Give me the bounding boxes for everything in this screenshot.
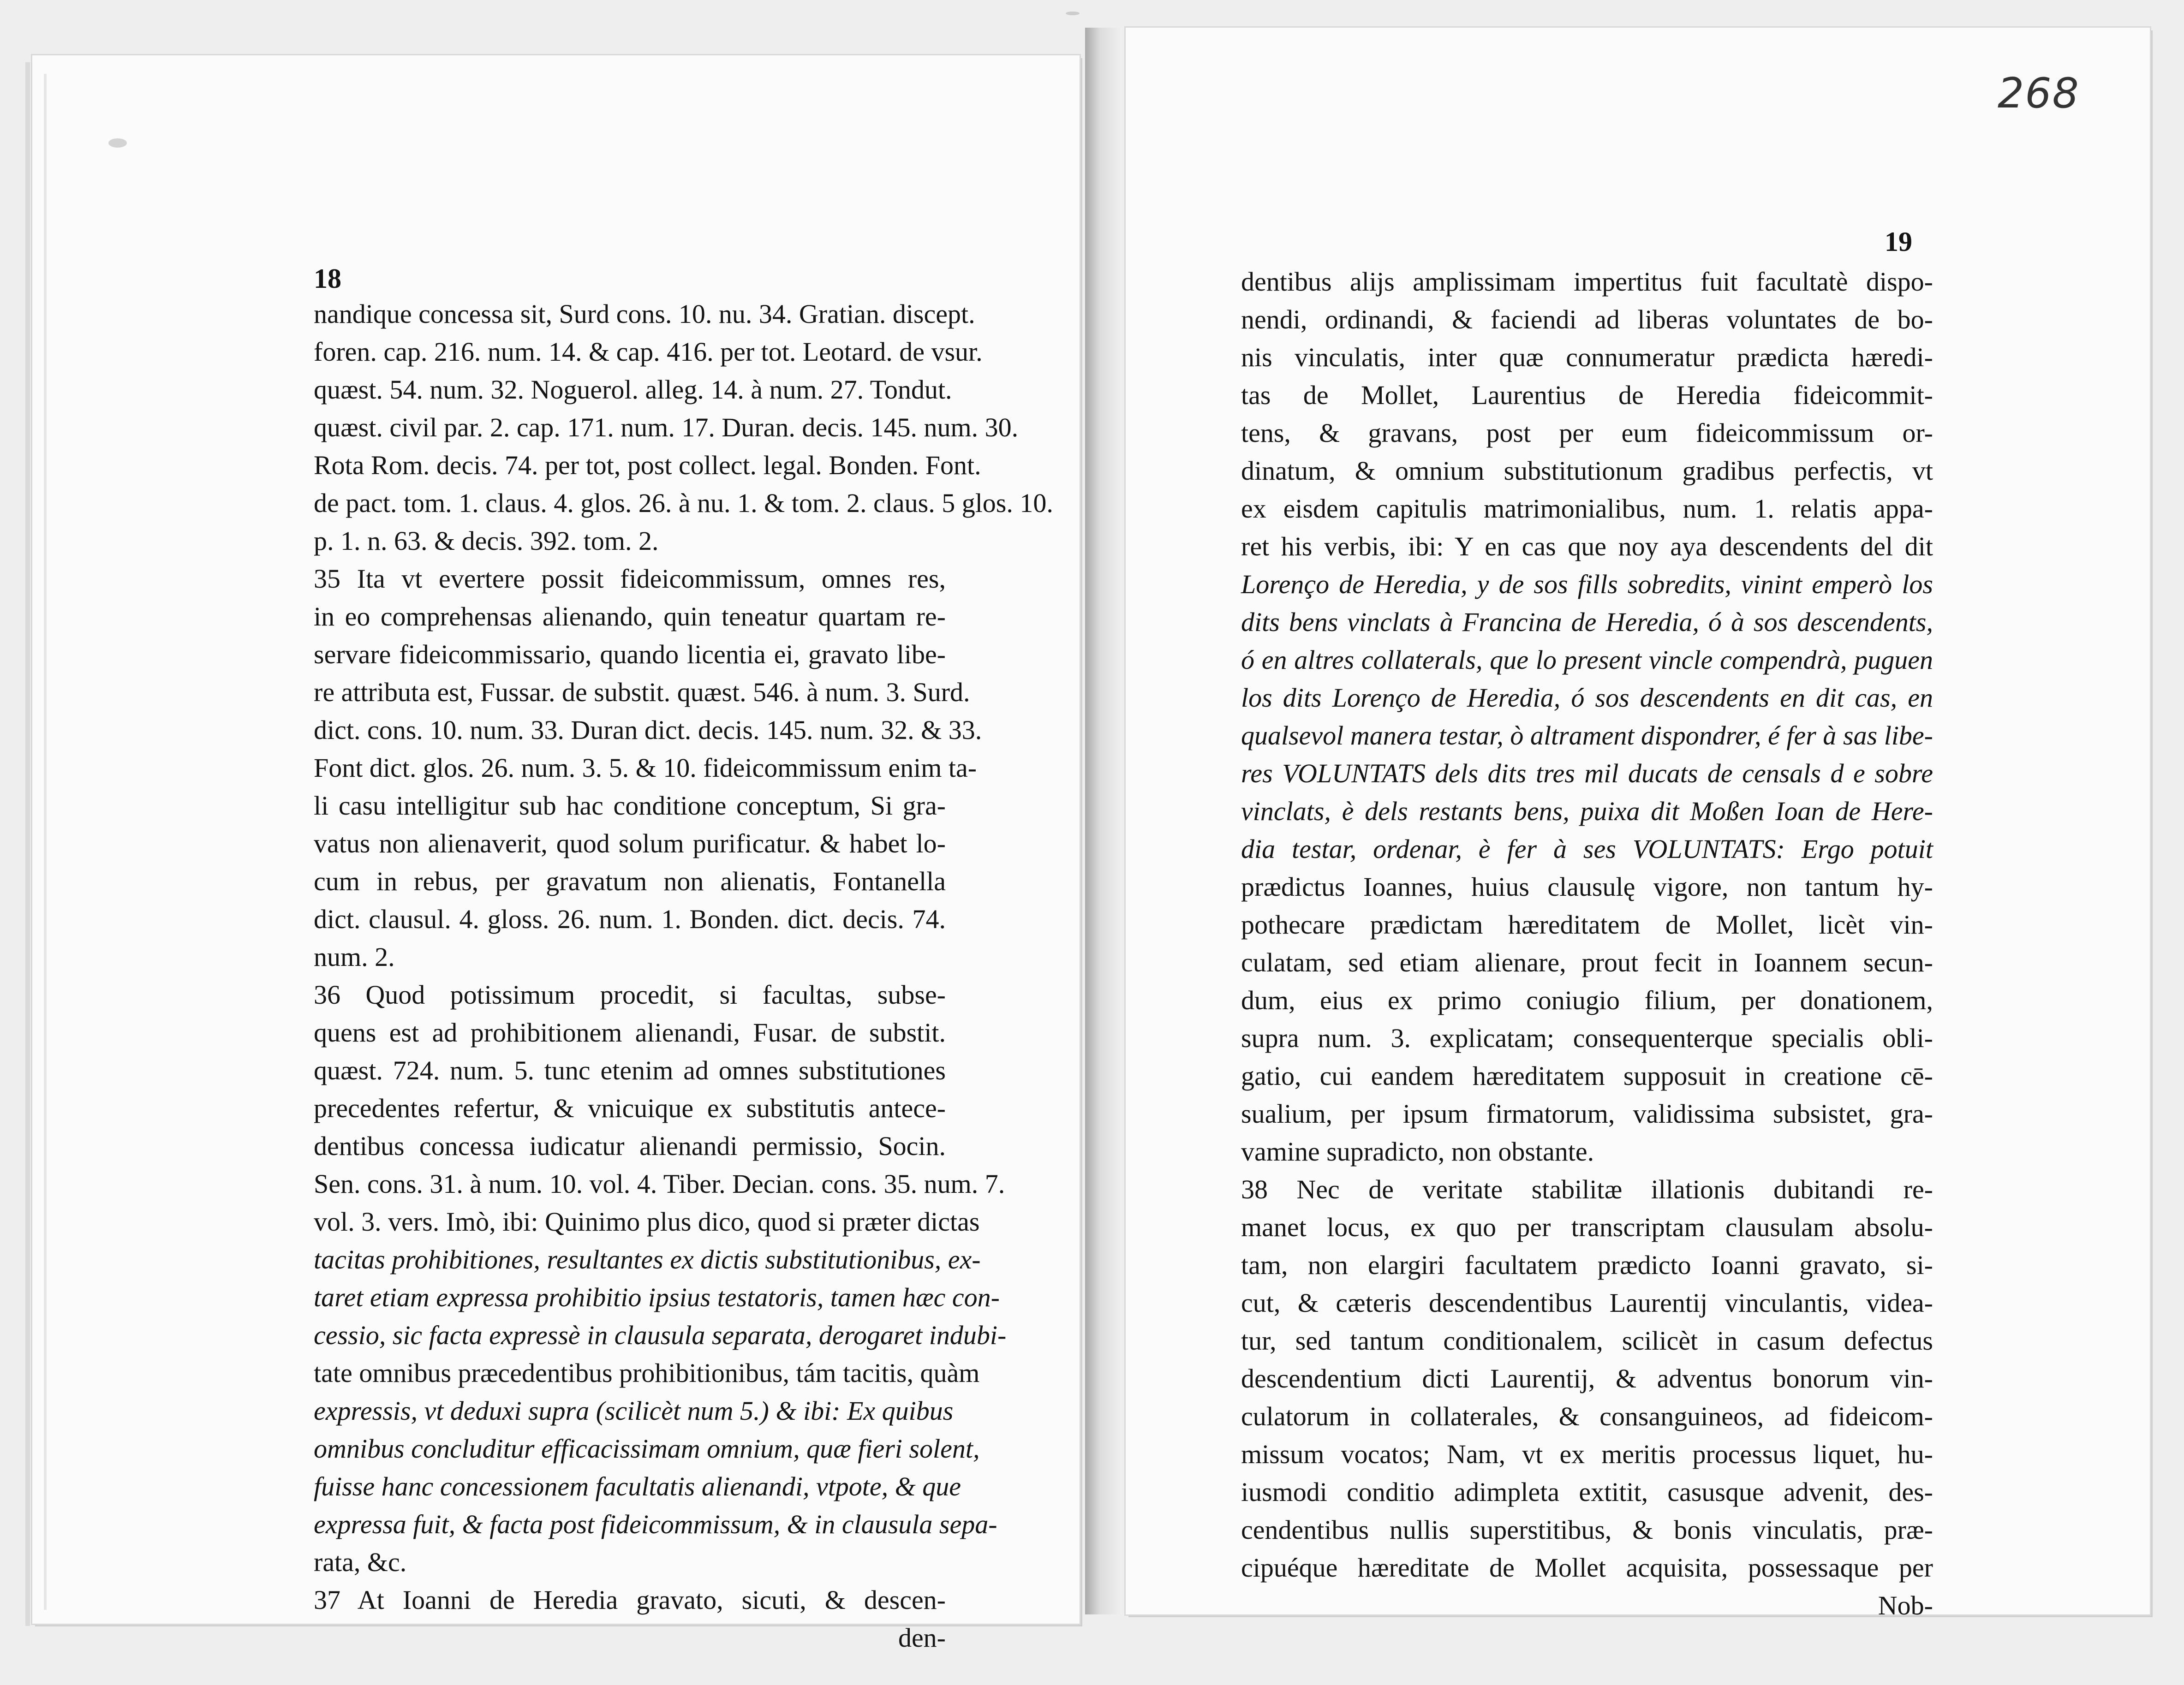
text-line: sualium, per ipsum firmatorum, validissima subsistet, gra- [1241, 1099, 1933, 1129]
text-line: li casu intelligitur sub hac conditione conceptum, Si gra- [314, 791, 946, 821]
text-line: dentibus concessa iudicatur alienandi permissio, Socin. [314, 1131, 946, 1161]
text-line: cut, & cæteris descendentibus Laurentij vinculantis, videa- [1241, 1288, 1933, 1318]
text-line: quens est ad prohibitionem alienandi, Fusar. de substit. [314, 1018, 946, 1048]
page-edge [44, 74, 47, 1610]
text-line: cipuéque hæreditate de Mollet acquisita, possessaque per [1241, 1553, 1933, 1583]
text-line: descendentium dicti Laurentij, & adventus bonorum vin- [1241, 1363, 1933, 1393]
text-line: qualsevol manera testar, ò altrament dispondrer, é fer à sas libe- [1241, 720, 1933, 750]
text-line: num. 2. [314, 942, 395, 972]
text-line: culatorum in collaterales, & consanguineos, ad fideicom- [1241, 1401, 1933, 1431]
left-text-column [314, 295, 1053, 1657]
text-line: 36 Quod potissimum procedit, si facultas, subse- [314, 980, 946, 1010]
text-line: los dits Lorenço de Heredia, ó sos descendents en dit cas, en [1241, 683, 1933, 713]
text-line: iusmodi conditio adimpleta extitit, casusque advenit, des- [1241, 1477, 1933, 1507]
text-line: nandique concessa sit, Surd cons. 10. nu. 34. Gratian. discept. [314, 299, 975, 329]
text-line: in eo comprehensas alienando, quin teneatur quartam re- [314, 601, 946, 631]
text-line: cessio, sic facta expressè in clausula separata, derogaret indubi- [314, 1320, 1007, 1350]
text-line: tacitas prohibitiones, resultantes ex dictis substitutionibus, ex- [314, 1244, 981, 1274]
text-line: manet locus, ex quo per transcriptam clausulam absolu- [1241, 1212, 1933, 1242]
text-line: 35 Ita vt evertere possit fideicommissum, omnes res, [314, 564, 946, 594]
text-line: dum, eius ex primo coniugio filium, per donationem, [1241, 985, 1933, 1015]
book-gutter [1085, 28, 1122, 1614]
page-edge [25, 62, 30, 1626]
text-line: fuisse hanc concessionem facultatis alienandi, vtpote, & que [314, 1471, 961, 1501]
text-line: 37 At Ioanni de Heredia gravato, sicuti, & descen- [314, 1585, 946, 1615]
text-line: expressa fuit, & facta post fideicommissum, & in clausula sepa- [314, 1509, 997, 1539]
text-line: culatam, sed etiam alienare, prout fecit in Ioannem secun- [1241, 947, 1933, 977]
text-line: de pact. tom. 1. claus. 4. glos. 26. à nu. 1. & tom. 2. claus. 5 glos. 10. [314, 488, 1053, 518]
text-line: ó en altres collaterals, que lo present vincle compendrà, puguen [1241, 645, 1933, 675]
text-line: precedentes refertur, & vnicuique ex substitutis antece- [314, 1093, 946, 1123]
text-line: dia testar, ordenar, è fer à ses VOLUNTATS: Ergo potuit [1241, 834, 1933, 864]
text-line: expressis, vt deduxi supra (scilicèt num 5.) & ibi: Ex quibus [314, 1396, 954, 1426]
text-line: cendentibus nullis superstitibus, & bonis vinculatis, præ- [1241, 1515, 1933, 1545]
text-line: ret his verbis, ibi: Y en cas que noy aya descendents del dit [1241, 531, 1933, 561]
text-line: p. 1. n. 63. & decis. 392. tom. 2. [314, 526, 659, 556]
text-line: foren. cap. 216. num. 14. & cap. 416. per tot. Leotard. de vsur. [314, 337, 983, 367]
text-line: quæst. 724. num. 5. tunc etenim ad omnes substitutiones [314, 1055, 946, 1085]
text-line: cum in rebus, per gravatum non alienatis, Fontanella [314, 866, 946, 896]
text-line: tate omnibus præcedentibus prohibitionibus, tám tacitis, quàm [314, 1358, 980, 1388]
text-line: res VOLUNTATS dels dits tres mil ducats de censals d e sobre [1241, 758, 1933, 788]
text-line: prædictus Ioannes, huius clausulę vigore, non tantum hy- [1241, 872, 1933, 902]
text-line: dits bens vinclats à Francina de Heredia, ó à sos descendents, [1241, 607, 1933, 637]
ink-speck [1066, 12, 1080, 15]
text-line: Font dict. glos. 26. num. 3. 5. & 10. fideicommissum enim ta- [314, 753, 977, 783]
text-line: vamine supradicto, non obstante. [1241, 1137, 1594, 1167]
text-line: dentibus alijs amplissimam impertitus fuit facultatè dispo- [1241, 267, 1933, 297]
text-line: Rota Rom. decis. 74. per tot, post collect. legal. Bonden. Font. [314, 450, 981, 480]
text-line: Lorenço de Heredia, y de sos fills sobredits, vinint emperò los [1241, 569, 1933, 599]
ink-speck [108, 138, 127, 148]
text-line: nis vinculatis, inter quæ connumeratur prædicta hæredi- [1241, 342, 1933, 372]
text-line: gatio, cui eandem hæreditatem supposuit in creatione cē- [1241, 1061, 1933, 1091]
text-line: rata, &c. [314, 1547, 407, 1577]
text-line: supra num. 3. explicatam; consequenterque specialis obli- [1241, 1023, 1933, 1053]
right-page-number: 19 [1885, 226, 1912, 257]
text-line: vol. 3. vers. Imò, ibi: Quinimo plus dico, quod si præter dictas [314, 1207, 980, 1237]
text-line: re attributa est, Fussar. de substit. quæst. 546. à num. 3. Surd. [314, 677, 970, 707]
text-line: 38 Nec de veritate stabilitæ illationis dubitandi re- [1241, 1174, 1933, 1204]
text-line: tur, sed tantum conditionalem, scilicèt in casum defectus [1241, 1326, 1933, 1356]
right-text-column [1241, 263, 1933, 1625]
folio-number: 268 [1998, 69, 2080, 118]
text-line: nendi, ordinandi, & faciendi ad liberas voluntates de bo- [1241, 304, 1933, 334]
text-line: missum vocatos; Nam, vt ex meritis processus liquet, hu- [1241, 1439, 1933, 1469]
text-line: quæst. 54. num. 32. Noguerol. alleg. 14. à num. 27. Tondut. [314, 375, 952, 405]
text-line: taret etiam expressa prohibitio ipsius testatoris, tamen hæc con- [314, 1282, 1000, 1312]
text-line: Nob- [1878, 1590, 1933, 1620]
text-line: dict. cons. 10. num. 33. Duran dict. decis. 145. num. 32. & 33. [314, 715, 982, 745]
text-line: pothecare prædictam hæreditatem de Mollet, licèt vin- [1241, 910, 1933, 940]
left-page-number: 18 [314, 263, 341, 294]
text-line: tam, non elargiri facultatem prædicto Ioanni gravato, si- [1241, 1250, 1933, 1280]
text-line: tas de Mollet, Laurentius de Heredia fideicommit- [1241, 380, 1933, 410]
text-line: tens, & gravans, post per eum fideicommissum or- [1241, 418, 1933, 448]
text-line: omnibus concluditur efficacissimam omnium, quæ fieri solent, [314, 1434, 980, 1464]
text-line: Sen. cons. 31. à num. 10. vol. 4. Tiber. Decian. cons. 35. num. 7. [314, 1169, 1005, 1199]
text-line: servare fideicommissario, quando licentia ei, gravato libe- [314, 639, 946, 669]
text-line: vatus non alienaverit, quod solum purificatur. & habet lo- [314, 828, 946, 858]
text-line: den- [898, 1623, 946, 1653]
text-line: quæst. civil par. 2. cap. 171. num. 17. Duran. decis. 145. num. 30. [314, 412, 1019, 442]
text-line: dinatum, & omnium substitutionum gradibus perfectis, vt [1241, 456, 1933, 486]
text-line: vinclats, è dels restants bens, puixa dit Moßen Ioan de Here- [1241, 796, 1933, 826]
text-line: ex eisdem capitulis matrimonialibus, num. 1. relatis appa- [1241, 494, 1933, 524]
text-line: dict. clausul. 4. gloss. 26. num. 1. Bonden. dict. decis. 74. [314, 904, 946, 934]
